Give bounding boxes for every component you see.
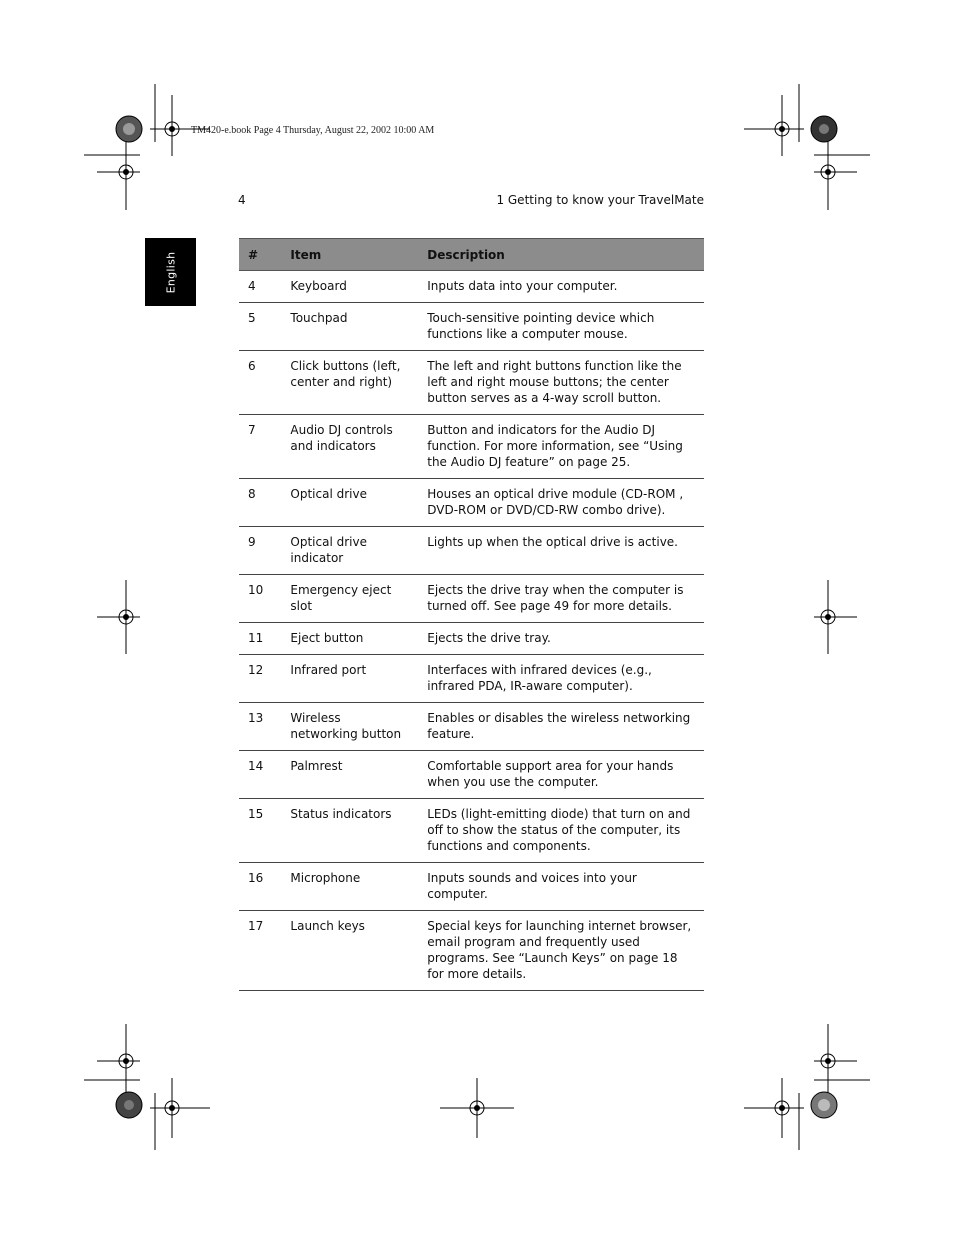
row-description: Enables or disables the wireless networking feature. bbox=[418, 703, 704, 751]
items-table bbox=[239, 238, 704, 991]
row-description: Inputs sounds and voices into your computer. bbox=[418, 863, 704, 911]
row-item: Emergency eject slot bbox=[281, 575, 418, 623]
row-number: 11 bbox=[239, 623, 281, 655]
row-number: 15 bbox=[239, 799, 281, 863]
table-row bbox=[239, 911, 704, 991]
row-description: Button and indicators for the Audio DJ function. For more information, see “Using the Audio DJ feature” on page 25. bbox=[418, 415, 704, 479]
row-description: Touch-sensitive pointing device which functions like a computer mouse. bbox=[418, 303, 704, 351]
row-description: Ejects the drive tray. bbox=[418, 623, 704, 655]
row-description: Ejects the drive tray when the computer is turned off. See page 49 for more details. bbox=[418, 575, 704, 623]
row-description: Comfortable support area for your hands when you use the computer. bbox=[418, 751, 704, 799]
row-description: Lights up when the optical drive is active. bbox=[418, 527, 704, 575]
row-item: Eject button bbox=[281, 623, 418, 655]
table-row bbox=[239, 271, 704, 303]
row-item: Audio DJ controls and indicators bbox=[281, 415, 418, 479]
row-item: Wireless networking button bbox=[281, 703, 418, 751]
row-item: Keyboard bbox=[281, 271, 418, 303]
row-description: The left and right buttons function like the left and right mouse buttons; the center button serves as a 4-way scroll button. bbox=[418, 351, 704, 415]
print-slug: TM420-e.book Page 4 Thursday, August 22, 2002 10:00 AM bbox=[191, 125, 435, 136]
row-number: 10 bbox=[239, 575, 281, 623]
row-number: 14 bbox=[239, 751, 281, 799]
row-item: Infrared port bbox=[281, 655, 418, 703]
row-description: Special keys for launching internet browser, email program and frequently used programs. See “Launch Keys” on page 18 for more details. bbox=[418, 911, 704, 991]
row-item: Click buttons (left, center and right) bbox=[281, 351, 418, 415]
language-tab bbox=[145, 238, 196, 306]
column-header-description: Description bbox=[418, 239, 704, 271]
column-header-item: Item bbox=[281, 239, 418, 271]
table-row bbox=[239, 863, 704, 911]
table-row bbox=[239, 751, 704, 799]
row-number: 6 bbox=[239, 351, 281, 415]
table-header-row bbox=[239, 239, 704, 271]
row-number: 9 bbox=[239, 527, 281, 575]
row-item: Touchpad bbox=[281, 303, 418, 351]
table-row bbox=[239, 351, 704, 415]
table-row bbox=[239, 623, 704, 655]
table-row bbox=[239, 799, 704, 863]
row-description: Houses an optical drive module (CD-ROM , DVD-ROM or DVD/CD-RW combo drive). bbox=[418, 479, 704, 527]
row-item: Launch keys bbox=[281, 911, 418, 991]
page-number: 4 bbox=[238, 193, 246, 207]
row-number: 7 bbox=[239, 415, 281, 479]
row-number: 16 bbox=[239, 863, 281, 911]
table-row bbox=[239, 415, 704, 479]
row-number: 5 bbox=[239, 303, 281, 351]
column-header-number: # bbox=[239, 239, 281, 271]
row-item: Microphone bbox=[281, 863, 418, 911]
row-number: 13 bbox=[239, 703, 281, 751]
row-item: Palmrest bbox=[281, 751, 418, 799]
language-tab-label: English bbox=[163, 251, 177, 293]
row-number: 8 bbox=[239, 479, 281, 527]
table-row bbox=[239, 575, 704, 623]
row-number: 4 bbox=[239, 271, 281, 303]
table-row bbox=[239, 303, 704, 351]
row-item: Optical drive indicator bbox=[281, 527, 418, 575]
row-item: Optical drive bbox=[281, 479, 418, 527]
table-row bbox=[239, 703, 704, 751]
table-row bbox=[239, 527, 704, 575]
row-item: Status indicators bbox=[281, 799, 418, 863]
table-row bbox=[239, 479, 704, 527]
row-number: 17 bbox=[239, 911, 281, 991]
row-description: LEDs (light-emitting diode) that turn on and off to show the status of the computer, its functions and components. bbox=[418, 799, 704, 863]
row-number: 12 bbox=[239, 655, 281, 703]
row-description: Inputs data into your computer. bbox=[418, 271, 704, 303]
running-head: 1 Getting to know your TravelMate bbox=[496, 193, 704, 207]
table-row bbox=[239, 655, 704, 703]
row-description: Interfaces with infrared devices (e.g., infrared PDA, IR-aware computer). bbox=[418, 655, 704, 703]
